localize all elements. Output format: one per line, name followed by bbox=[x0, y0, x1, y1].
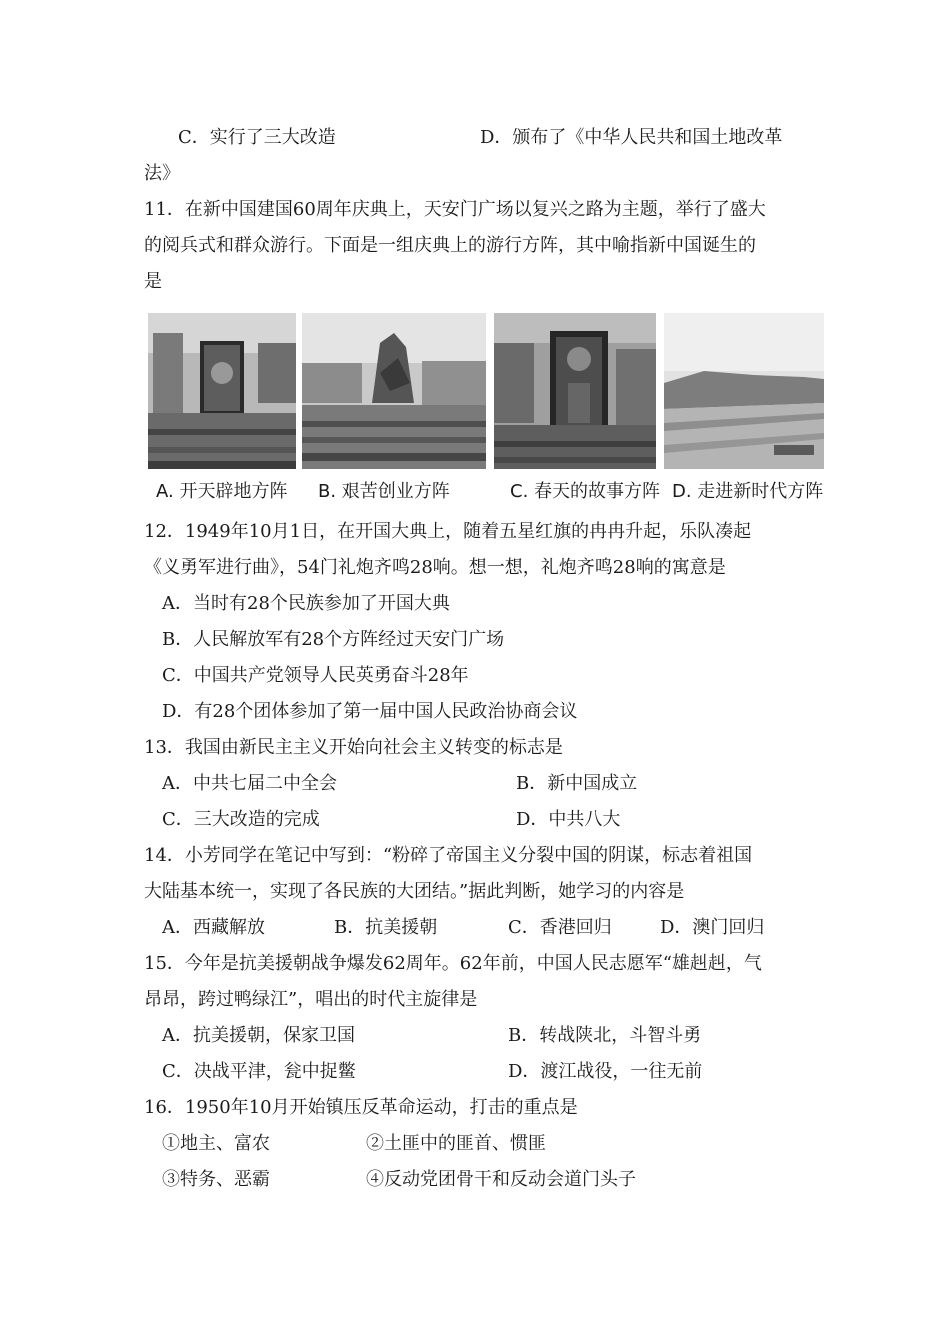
q12-option-a: A．当时有28个民族参加了开国大典 bbox=[162, 593, 450, 614]
q13-option-c: C．三大改造的完成 bbox=[162, 809, 320, 830]
q12-stem-line1: 12．1949年10月1日，在开国大典上，随着五星红旗的冉冉升起，乐队凑起 bbox=[144, 521, 752, 542]
q10-option-c: C．实行了三大改造 bbox=[178, 127, 336, 148]
q15-option-a: A．抗美援朝，保家卫国 bbox=[162, 1025, 355, 1046]
photo-chuntian-gushi-phalanx bbox=[494, 313, 656, 469]
q11-caption-c: C. 春天的故事方阵 bbox=[510, 481, 661, 502]
q13-option-d: D．中共八大 bbox=[516, 809, 621, 830]
q13-stem: 13．我国由新民主主义开始向社会主义转变的标志是 bbox=[144, 737, 563, 758]
q14-option-a: A．西藏解放 bbox=[162, 917, 265, 938]
q11-stem-line1: 11．在新中国建国60周年庆典上，天安门广场以复兴之路为主题，举行了盛大 bbox=[144, 199, 766, 220]
q12-option-b: B．人民解放军有28个方阵经过天安门广场 bbox=[162, 629, 505, 650]
q15-stem-line2: 昂昂，跨过鸭绿江”，唱出的时代主旋律是 bbox=[144, 989, 478, 1010]
q15-option-c: C．决战平津，瓮中捉鳖 bbox=[162, 1061, 356, 1082]
q14-option-d: D．澳门回归 bbox=[660, 917, 765, 938]
q11-stem-line3: 是 bbox=[144, 271, 162, 292]
q16-item-1: ①地主、富农 bbox=[162, 1133, 270, 1154]
q11-caption-a: A. 开天辟地方阵 bbox=[156, 481, 288, 502]
q14-option-b: B．抗美援朝 bbox=[334, 917, 438, 938]
q16-item-3: ③特务、恶霸 bbox=[162, 1169, 270, 1190]
q10-option-d-cont: 法》 bbox=[144, 163, 180, 184]
q11-stem-line2: 的阅兵式和群众游行。下面是一组庆典上的游行方阵，其中喻指新中国诞生的 bbox=[144, 235, 756, 256]
q12-option-c: C．中国共产党领导人民英勇奋斗28年 bbox=[162, 665, 469, 686]
q14-stem-line1: 14．小芳同学在笔记中写到：“粉碎了帝国主义分裂中国的阴谋，标志着祖国 bbox=[144, 845, 753, 866]
q15-option-b: B．转战陕北，斗智斗勇 bbox=[508, 1025, 702, 1046]
photo-kaitian-pidi-phalanx bbox=[148, 313, 296, 469]
q13-option-b: B．新中国成立 bbox=[516, 773, 638, 794]
q16-stem: 16．1950年10月开始镇压反革命运动，打击的重点是 bbox=[144, 1097, 578, 1118]
photo-jianku-chuangye-phalanx bbox=[302, 313, 486, 469]
q16-item-4: ④反动党团骨干和反动会道门头子 bbox=[366, 1169, 636, 1190]
q10-option-d: D．颁布了《中华人民共和国土地改革 bbox=[480, 127, 783, 148]
q13-option-a: A．中共七届二中全会 bbox=[162, 773, 337, 794]
q12-stem-line2: 《义勇军进行曲》，54门礼炮齐鸣28响。想一想，礼炮齐鸣28响的寓意是 bbox=[144, 557, 726, 578]
q11-caption-d: D. 走进新时代方阵 bbox=[672, 481, 824, 502]
q16-item-2: ②土匪中的匪首、惯匪 bbox=[366, 1133, 546, 1154]
q11-caption-b: B. 艰苦创业方阵 bbox=[318, 481, 450, 502]
q14-stem-line2: 大陆基本统一，实现了各民族的大团结。”据此判断，她学习的内容是 bbox=[144, 881, 685, 902]
q15-stem-line1: 15．今年是抗美援朝战争爆发62周年。62年前，中国人民志愿军“雄赳赳，气 bbox=[144, 953, 762, 974]
q12-option-d: D．有28个团体参加了第一届中国人民政治协商会议 bbox=[162, 701, 578, 722]
photo-zoujin-xinshidai-phalanx bbox=[664, 313, 824, 469]
q15-option-d: D．渡江战役，一往无前 bbox=[508, 1061, 703, 1082]
q14-option-c: C．香港回归 bbox=[508, 917, 612, 938]
